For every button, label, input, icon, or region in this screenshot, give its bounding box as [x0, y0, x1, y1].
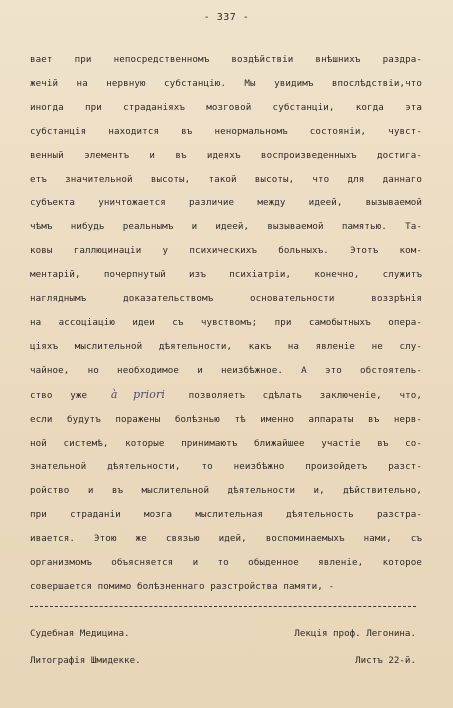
text-line: етъ значительной высоты, такой высоты, что для даннаго: [30, 173, 422, 185]
text-line: при страданіи мозга мыслительная дѣятельность разстра-: [30, 509, 422, 521]
lecture-author: Лекція проф. Легонина.: [294, 628, 416, 639]
text-line: чѣмъ нибудь реальнымъ и идеей, вызываемой памятью. Та-: [30, 221, 422, 233]
text-line: ной системѣ, которые принимаютъ ближайшее участіе въ со-: [30, 437, 422, 449]
text-line: иногда при страданіяхъ мозговой субстанціи, когда эта: [30, 101, 422, 113]
printer-credit: Литографія Шмидекке.: [30, 655, 141, 666]
text-line: ивается. Этою же связью идей, воспоминаемыхъ нами, съ: [30, 533, 422, 545]
text-line: знательной дѣятельности, то неизбѣжно произойдетъ разст-: [30, 461, 422, 473]
text-line: ковы галлюцинаціи у психическихъ больныхъ. Этотъ ком-: [30, 245, 422, 257]
text-line: организмомъ объясняется и то обыденное явленіе, которое: [30, 557, 422, 569]
text-line-with-handwriting: [30, 383, 422, 408]
page-number: - 337 -: [203, 12, 250, 23]
text-line: жечій на нервную субстанцію. Мы увидимъ впослѣдствіи,что: [30, 77, 422, 89]
text-line: вает при непосредственномъ воздѣйствіи внѣшнихъ раздра-: [30, 54, 422, 65]
footer-divider: [30, 606, 416, 607]
text-line: совершается помимо болѣзненнаго разстройства памяти, -: [30, 580, 335, 592]
text-line: нагляднымъ доказательствомъ основательности воззрѣнія: [30, 293, 422, 305]
course-title: Судебная Медицина.: [30, 628, 130, 639]
body-text: [30, 48, 422, 599]
footer-row: [30, 655, 416, 666]
handwritten-insertion: à priori: [110, 387, 165, 401]
text-fragment: позволяетъ сдѣлать заключеніе, что,: [188, 389, 422, 401]
text-line: ройство и въ мыслительной дѣятельности и, дѣйствительно,: [30, 485, 422, 497]
text-fragment: ство уже: [30, 389, 88, 401]
sheet-number: Листъ 22-й.: [355, 655, 416, 666]
text-line: чайное, но необходимое и неизбѣжное. А это обстоятель-: [30, 364, 422, 376]
text-line: субстанція находится въ ненормальномъ состояніи, чувст-: [30, 125, 422, 137]
footer-row: [30, 628, 416, 639]
text-line: ціяхъ мыслительной дѣятельности, какъ на явленіе не слу-: [30, 340, 422, 352]
text-line: на ассоціацію идеи съ чувствомъ; при самобытныхъ опера-: [30, 316, 422, 328]
text-line: субъекта уничтожается различие между идеей, вызываемой: [30, 197, 422, 209]
text-line: ментарій, почерпнутый изъ психіатріи, конечно, служитъ: [30, 269, 422, 281]
text-line: венный элементъ и въ идеяхъ воспроизведенныхъ достига-: [30, 149, 422, 161]
text-line: если будутъ поражены болѣзнью тѣ именно аппараты въ нерв-: [30, 413, 422, 425]
